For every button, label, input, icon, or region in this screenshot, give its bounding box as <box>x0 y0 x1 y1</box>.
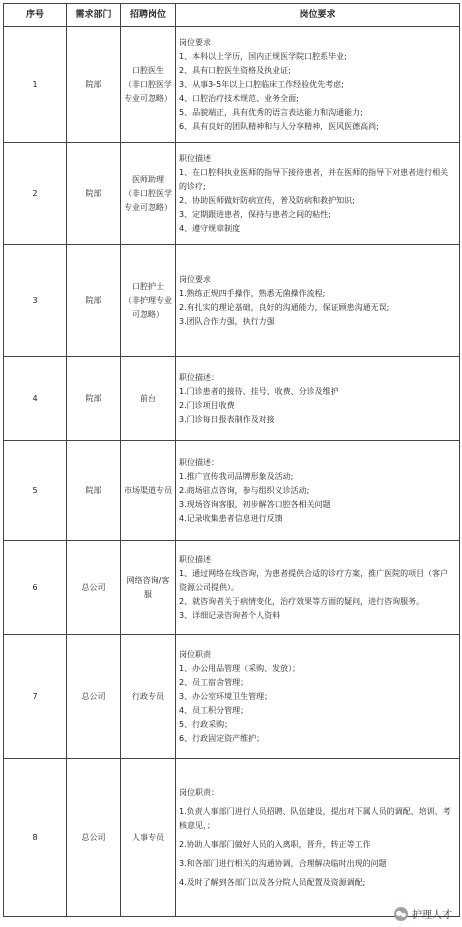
requirement-item: 3、详细记录咨询者个人资料 <box>179 610 281 620</box>
requirement-item: 5、行政采购； <box>179 719 233 729</box>
row-department: 总公司 <box>67 541 121 635</box>
row-department: 院部 <box>67 441 121 541</box>
row-requirements <box>176 143 460 245</box>
requirement-item: 3.和各部门进行相关的沟通协调，合理解决临时出现的问题 <box>179 858 387 868</box>
requirement-item: 4、员工积分管理； <box>179 705 249 715</box>
row-position <box>121 143 176 245</box>
table-row <box>4 27 460 143</box>
watermark <box>394 906 452 921</box>
requirements-title: 职位描述： <box>179 457 219 467</box>
row-requirements <box>176 441 460 541</box>
requirement-item: 2.有扎实的理论基础，良好的沟通能力，保证顾患沟通无误; <box>179 302 390 312</box>
requirement-item: 1.熟练正规四手操作，熟悉无菌操作流程; <box>179 288 326 298</box>
requirement-item: 2.商场驻点咨询，参与组织义诊活动; <box>179 485 310 495</box>
row-position <box>121 27 176 143</box>
row-requirements <box>176 635 460 759</box>
row-department: 院部 <box>67 27 121 143</box>
wechat-icon <box>394 907 408 921</box>
recruitment-table <box>3 3 460 917</box>
table-row <box>4 635 460 759</box>
row-requirements <box>176 541 460 635</box>
requirement-item: 6、行政固定资产维护； <box>179 733 265 743</box>
row-serial: 2 <box>4 143 67 245</box>
header-serial: 序号 <box>4 4 67 27</box>
header-requirements: 岗位要求 <box>176 4 460 27</box>
requirement-item: 4.记录收集患者信息进行反馈 <box>179 513 283 523</box>
row-position <box>121 357 176 441</box>
row-position <box>121 635 176 759</box>
row-requirements <box>176 357 460 441</box>
requirement-item: 1、通过网络在线咨询，为患者提供合适的诊疗方案，推广医院的项目（客户资源公司提供）。 <box>179 568 449 592</box>
row-department: 总公司 <box>67 635 121 759</box>
row-serial: 6 <box>4 541 67 635</box>
position-label: 前台 <box>140 393 156 403</box>
requirement-item: 1、办公用品管理（采购、发放）； <box>179 663 301 673</box>
row-serial: 8 <box>4 759 67 917</box>
row-requirements <box>176 27 460 143</box>
row-position <box>121 441 176 541</box>
requirement-item: 2.门诊项目收费 <box>179 400 235 410</box>
row-serial: 7 <box>4 635 67 759</box>
requirement-item: 2、具有口腔医生资格及执业证; <box>179 65 291 75</box>
table-row <box>4 143 460 245</box>
requirements-title: 职位描述 <box>179 554 211 564</box>
row-department: 院部 <box>67 245 121 357</box>
position-label: 网络咨询/客服 <box>126 575 170 599</box>
header-department: 需求部门 <box>67 4 121 27</box>
requirement-item: 1、在口腔科执业医师的指导下接待患者，并在医师的指导下对患者进行相关的诊疗; <box>179 167 449 191</box>
row-serial: 1 <box>4 27 67 143</box>
requirement-item: 5、品貌端正，具有优秀的语言表达能力和沟通能力; <box>179 107 363 117</box>
requirements-title: 职位描述 <box>179 153 211 163</box>
requirement-item: 4.及时了解到各部门以及各分院人员配置及资源调配; <box>179 877 366 887</box>
row-position <box>121 541 176 635</box>
requirement-item: 2、就咨询者关于病情变化，治疗效果等方面的疑问，进行咨询服务。 <box>179 596 425 606</box>
position-label: 市场渠道专员 <box>124 485 172 495</box>
requirement-item: 4、口腔治疗技术规范、业务全面; <box>179 93 299 103</box>
row-serial: 4 <box>4 357 67 441</box>
position-label: 口腔医生 （非口腔医学专业可忽略） <box>124 65 172 103</box>
requirement-item: 2.协助人事部门做好人员的入离职，晋升，转正等工作 <box>179 839 371 849</box>
requirements-title: 职位描述： <box>179 372 219 382</box>
watermark-text: 护理人才 <box>412 910 452 921</box>
requirement-item: 1、本科以上学历，国内正规医学院口腔系毕业; <box>179 51 347 61</box>
table-row <box>4 541 460 635</box>
row-department: 院部 <box>67 357 121 441</box>
row-position <box>121 245 176 357</box>
position-label: 人事专员 <box>132 832 164 842</box>
requirements-title: 岗位要求 <box>179 274 211 284</box>
requirement-item: 3.门诊每日报表制作及对接 <box>179 414 275 424</box>
requirement-item: 3、办公室环境卫生管理； <box>179 691 273 701</box>
requirements-title: 岗位职责： <box>179 787 219 797</box>
row-department: 院部 <box>67 143 121 245</box>
requirement-item: 2、员工宿舍管理； <box>179 677 249 687</box>
table-row <box>4 357 460 441</box>
requirement-item: 3.现场咨询客服，初步解答口腔各相关问题 <box>179 499 331 509</box>
requirement-item: 6、具有良好的团队精神和与人分享精神，医风医德高尚; <box>179 121 379 131</box>
requirement-item: 3、从事3-5年以上口腔临床工作经验优先考虑; <box>179 79 344 89</box>
requirement-item: 2、协助医师做好防病宣传，普及防病和救护知识; <box>179 195 355 205</box>
position-label: 行政专员 <box>132 691 164 701</box>
row-requirements <box>176 759 460 917</box>
row-serial: 3 <box>4 245 67 357</box>
row-department: 总公司 <box>67 759 121 917</box>
row-requirements <box>176 245 460 357</box>
requirement-item: 1.负责人事部门进行人员招聘、队伍建设，提出对下属人员的调配、培训、考核意见，； <box>179 806 451 830</box>
header-position: 招聘岗位 <box>121 4 176 27</box>
requirement-item: 3、定期跟进患者，保持与患者之间的粘性; <box>179 209 331 219</box>
requirement-item: 3.团队合作力强，执行力强 <box>179 316 275 326</box>
requirement-item: 4、遵守规章制度 <box>179 223 241 233</box>
table-row <box>4 441 460 541</box>
requirements-title: 岗位职责 <box>179 649 211 659</box>
row-position <box>121 759 176 917</box>
row-serial: 5 <box>4 441 67 541</box>
table-header-row <box>4 4 460 27</box>
table-row <box>4 245 460 357</box>
position-label: 口腔护士 （非护理专业可忽略） <box>124 281 172 319</box>
requirement-item: 1.推广宣传我司品牌形象及活动; <box>179 471 294 481</box>
requirement-item: 1.门诊患者的接待、挂号、收费、分诊及维护 <box>179 386 339 396</box>
requirements-title: 岗位要求 <box>179 37 211 47</box>
table-row <box>4 759 460 917</box>
position-label: 医师助理 （非口腔医学专业可忽略） <box>124 174 172 212</box>
